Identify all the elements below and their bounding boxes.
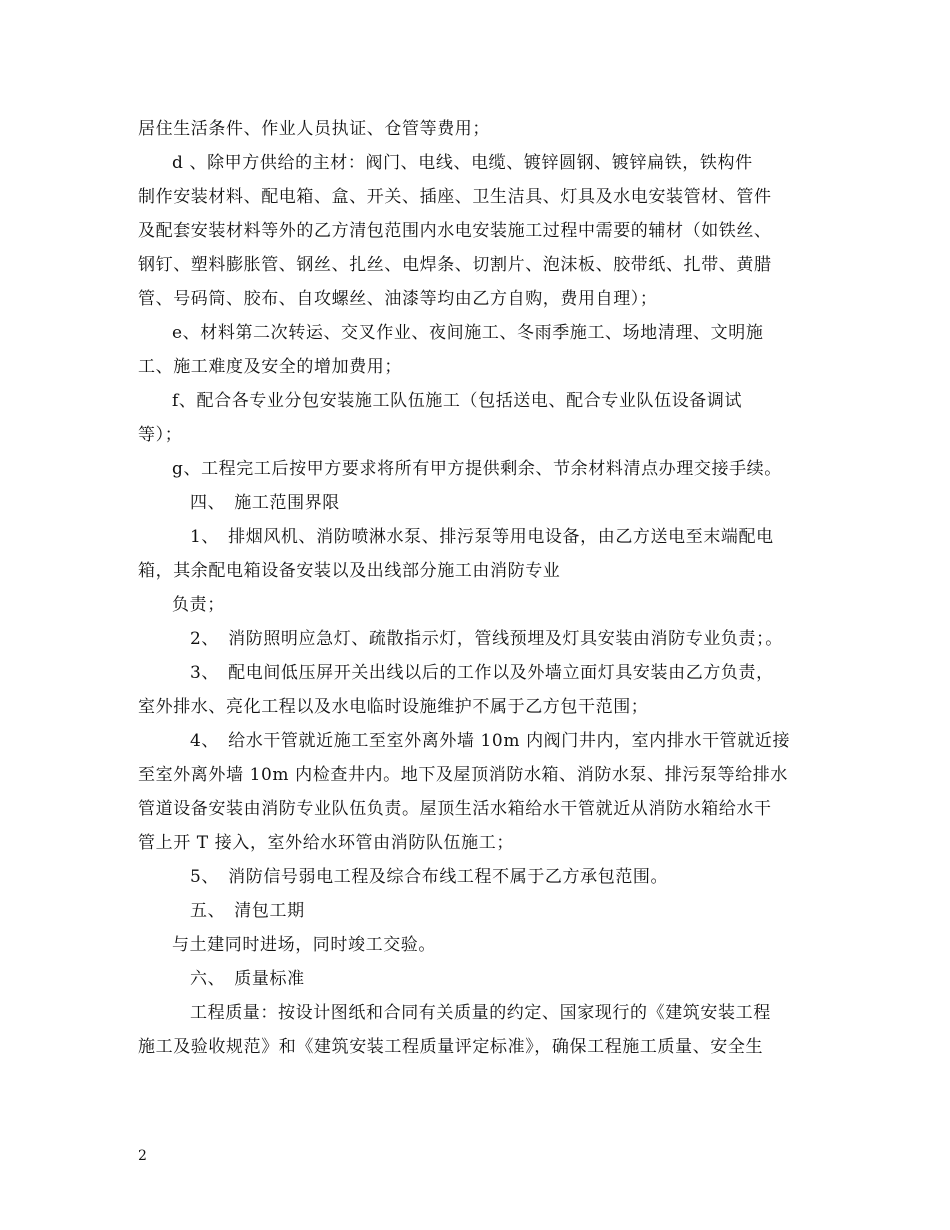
text-line: 居住生活条件、作业人员执证、仓管等费用； xyxy=(138,119,490,139)
text-line: 1、 排烟风机、消防喷淋水泵、排污泵等用电设备，由乙方送电至末端配电 xyxy=(190,527,774,547)
text-line: g、工程完工后按甲方要求将所有甲方提供剩余、节余材料清点办理交接手续。 xyxy=(172,459,782,479)
page-number: 2 xyxy=(138,1148,147,1164)
text-line: 5、 消防信号弱电工程及综合布线工程不属于乙方承包范围。 xyxy=(190,867,669,887)
text-line: 钢钉、塑料膨胀管、钢丝、扎丝、电焊条、切割片、泡沫板、胶带纸、扎带、黄腊 xyxy=(138,255,772,275)
text-line: 4、 给水干管就近施工至室外离外墙 10m 内阀门井内，室内排水干管就近接 xyxy=(190,731,791,751)
text-line: 管上开 T 接入，室外给水环管由消防队伍施工； xyxy=(138,833,514,853)
text-line: 及配套安装材料等外的乙方清包范围内水电安装施工过程中需要的辅材（如铁丝、 xyxy=(138,221,772,241)
text-line: 室外排水、亮化工程以及水电临时设施维护不属于乙方包干范围； xyxy=(138,697,649,717)
text-line: 3、 配电间低压屏开关出线以后的工作以及外墙立面灯具安装由乙方负责， xyxy=(190,663,774,683)
text-line: 箱，其余配电箱设备安装以及出线部分施工由消防专业 xyxy=(138,561,561,581)
text-line: 2、 消防照明应急灯、疏散指示灯，管线预埋及灯具安装由消防专业负责；。 xyxy=(190,629,783,649)
text-line: 等）； xyxy=(138,425,183,445)
text-line: 施工及验收规范》和《建筑安装工程质量评定标准》，确保工程施工质量、安全生 xyxy=(138,1037,764,1057)
text-line: 负责； xyxy=(172,595,225,615)
text-line: 工、施工难度及安全的增加费用； xyxy=(138,357,402,377)
text-line: 管道设备安装由消防专业队伍负责。屋顶生活水箱给水干管就近从消防水箱给水干 xyxy=(138,799,772,819)
text-line: e、材料第二次转运、交叉作业、夜间施工、冬雨季施工、场地清理、文明施 xyxy=(172,323,764,343)
text-line: 至室外离外墙 10m 内检查井内。地下及屋顶消防水箱、消防水泵、排污泵等给排水 xyxy=(138,765,788,785)
text-line: 工程质量：按设计图纸和合同有关质量的约定、国家现行的《建筑安装工程 xyxy=(190,1003,771,1023)
text-line: 制作安装材料、配电箱、盒、开关、插座、卫生洁具、灯具及水电安装管材、管件 xyxy=(138,187,772,207)
text-line: d 、除甲方供给的主材：阀门、电线、电缆、镀锌圆钢、镀锌扁铁，铁构件 xyxy=(172,153,753,173)
section-heading: 四、 施工范围界限 xyxy=(190,493,340,513)
text-line: 与土建同时进场，同时竣工交验。 xyxy=(172,935,436,955)
text-line: 管、号码筒、胶布、自攻螺丝、油漆等均由乙方自购，费用自理）； xyxy=(138,289,658,309)
text-line: f、配合各专业分包安装施工队伍施工（包括送电、配合专业队伍设备调试 xyxy=(172,391,743,411)
section-heading: 六、 质量标准 xyxy=(190,969,305,989)
section-heading: 五、 清包工期 xyxy=(190,901,305,921)
document-body xyxy=(138,112,818,1064)
